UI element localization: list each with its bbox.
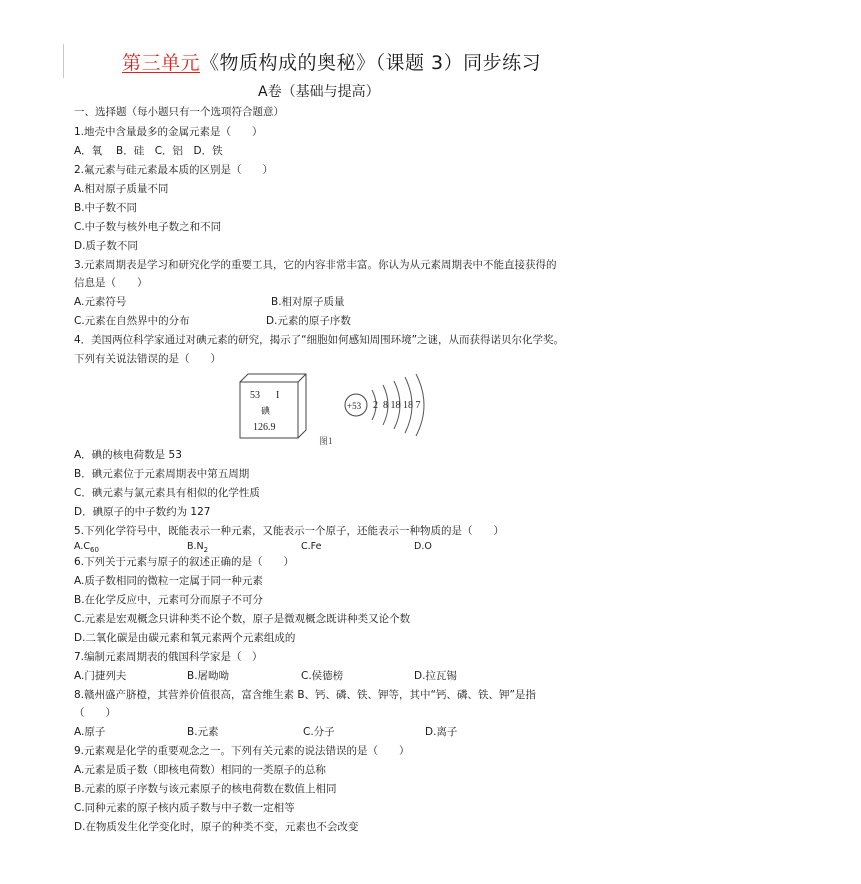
q2-stem: 2.氟元素与硅元素最本质的区别是（ ） [74,164,274,176]
q9-option-c: C.同种元素的原子核内质子数与中子数一定相等 [74,802,295,814]
figure-caption: 图1 [319,436,333,446]
q3-option-c: C.元素在自然界中的分布 [74,315,190,327]
q6-option-b: B.在化学反应中，元素可分而原子不可分 [74,594,264,606]
q7-option-a: A.门捷列夫 [74,670,127,682]
q8-option-a: A.原子 [74,726,106,738]
nucleus-charge: +53 [347,401,362,411]
title-rest: 《物质构成的奥秘》（课题 3）同步练习 [200,52,542,74]
section-heading: 一、选择题（每小题只有一个选项符合题意） [74,106,284,118]
q8-stem-line2: （ ） [74,707,116,719]
q5-option-d: D.O [414,541,432,552]
cell-atomic-number: 53 [250,390,260,401]
electron-shell-counts: 2 8 18 18 7 [373,400,421,411]
q2-option-d: D.质子数不同 [74,240,138,252]
q9-stem: 9.元素观是化学的重要观念之一。下列有关元素的说法错误的是（ ） [74,745,410,757]
q4-option-c: C．碘元素与氯元素具有相似的化学性质 [74,487,260,499]
margin-marker [63,44,64,78]
cell-mass: 126.9 [253,422,276,433]
q7-option-b: B.屠呦呦 [187,670,230,682]
q5-option-c: C.Fe [301,541,322,552]
q4-option-a: A．碘的核电荷数是 53 [74,449,182,461]
q4-stem-line2: 下列有关说法错误的是（ ） [74,353,221,365]
q6-option-c: C.元素是宏观概念只讲种类不论个数，原子是微观概念既讲种类又论个数 [74,613,411,625]
q2-option-a: A.相对原子质量不同 [74,183,169,195]
q3-option-d: D.元素的原子序数 [266,315,351,327]
q9-option-b: B.元素的原子序数与该元素原子的核电荷数在数值上相同 [74,783,337,795]
cell-name: 碘 [261,406,271,416]
q6-option-d: D.二氧化碳是由碳元素和氧元素两个元素组成的 [74,632,296,644]
q4-stem-line1: 4．美国两位科学家通过对碘元素的研究，揭示了“细胞如何感知周围环境”之谜，从而获得诺贝尔化学奖。 [74,334,565,346]
q3-option-b: B.相对原子质量 [271,296,345,308]
q7-option-c: C.侯德榜 [301,670,344,682]
q8-option-b: B.元素 [187,726,219,738]
q9-option-a: A.元素是质子数（即核电荷数）相同的一类原子的总称 [74,764,326,776]
q1-options: A．氧 B．硅 C．铝 D．铁 [74,145,223,157]
q2-option-c: C.中子数与核外电子数之和不同 [74,221,222,233]
cell-symbol: I [276,390,280,401]
page-title [122,48,541,75]
q8-stem-line1: 8.赣州盛产脐橙，其营养价值很高，富含维生素 B、钙、磷、铁、钾等，其中“钙、磷、铁、钾”是指 [74,689,536,701]
q8-option-c: C.分子 [303,726,335,738]
q6-stem: 6.下列关于元素与原子的叙述正确的是（ ） [74,556,295,568]
q3-stem-line2: 信息是（ ） [74,277,148,289]
q5-option-b-subscript: 2 [203,545,209,554]
q4-option-b: B．碘元素位于元素周期表中第五周期 [74,468,250,480]
q3-option-a: A.元素符号 [74,296,127,308]
q5-stem: 5.下列化学符号中，既能表示一种元素，又能表示一个原子，还能表示一种物质的是（ ） [74,525,505,537]
q4-option-d: D．碘原子的中子数约为 127 [74,506,211,518]
q5-option-a-subscript: 60 [90,545,99,554]
q3-stem-line1: 3.元素周期表是学习和研究化学的重要工具，它的内容非常丰富。你认为从元素周期表中不能直接获得的 [74,259,557,271]
q7-option-d: D.拉瓦锡 [414,670,457,682]
q5-option-a: $A.C_{60}$ [74,541,99,554]
page-subtitle: A卷（基础与提高） [258,84,380,100]
q2-option-b: B.中子数不同 [74,202,138,214]
q1-stem: 1.地壳中含量最多的金属元素是（ ） [74,126,263,138]
q7-stem: 7.编制元素周期表的俄国科学家是（ ） [74,651,263,663]
q6-option-a: A.质子数相同的微粒一定属于同一种元素 [74,575,263,587]
iodine-figure [236,370,436,448]
q8-option-d: D.离子 [425,726,458,738]
q9-option-d: D.在物质发生化学变化时，原子的种类不变，元素也不会改变 [74,821,359,833]
title-unit: 第三单元 [122,52,201,74]
q5-option-b: $B.N_2$ [187,541,209,554]
